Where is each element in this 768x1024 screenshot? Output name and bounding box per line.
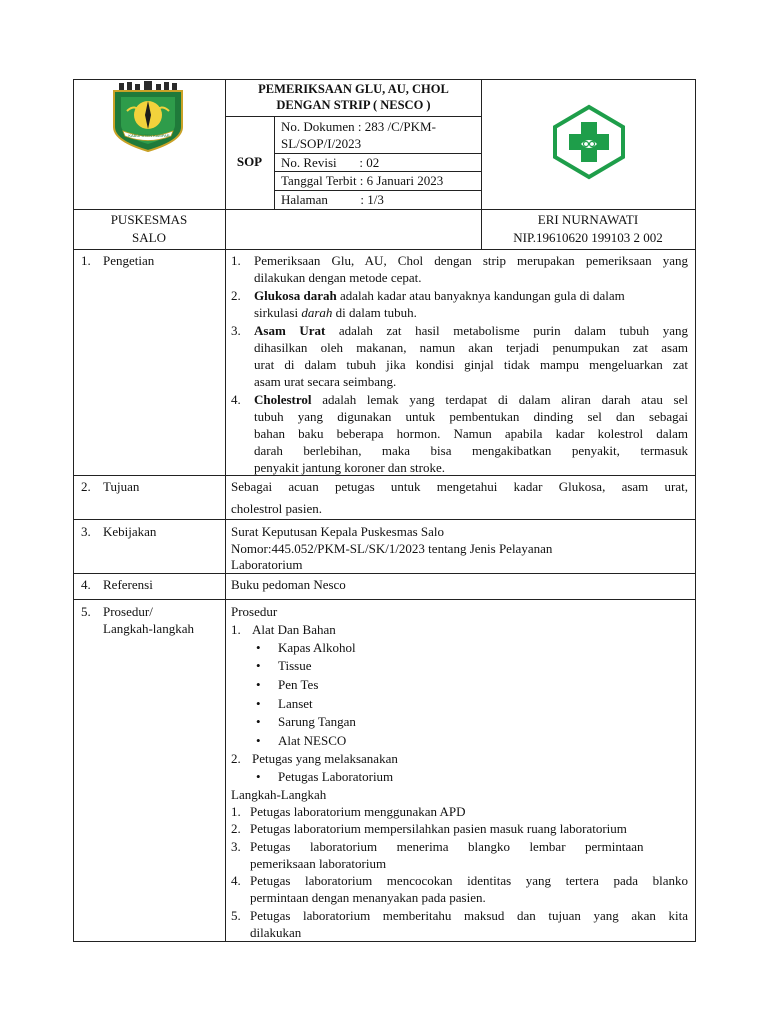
pengertian-item1-line: Pemeriksaan Glu, AU, Chol dengan strip merupakan pemeriksaan yang xyxy=(254,253,688,268)
step-line: Petugas laboratorium menerima blangko lembar permintaan xyxy=(250,839,644,854)
kebijakan-line: Nomor:445.052/PKM-SL/SK/1/2023 tentang Jenis Pelayanan xyxy=(231,541,553,556)
step-line: Petugas laboratorium mencocokan identitas yang tertera pada blanko xyxy=(250,873,688,888)
section-label-langkah: Langkah-langkah xyxy=(103,621,194,636)
pengertian-item1-line: dilakukan dengan metode cepat. xyxy=(254,270,422,285)
org-name-line1: PUSKESMAS xyxy=(110,212,188,227)
step-line: Petugas laboratorium menggunakan APD xyxy=(250,804,466,819)
pengertian-item-num: 1. xyxy=(231,253,241,268)
tujuan-line2: cholestrol pasien. xyxy=(231,501,322,516)
sop-label: SOP xyxy=(236,154,263,169)
pengertian-item3-line: dihasilkan oleh makanan, namun akan terjadi penumpukan zat asam xyxy=(254,340,688,355)
col-divider xyxy=(225,79,226,942)
rule-referensi xyxy=(73,599,696,600)
text-fragment: di dalam tubuh. xyxy=(332,305,417,320)
text-fragment: sirkulasi xyxy=(254,305,302,320)
section-label-kebijakan: Kebijakan xyxy=(103,524,157,539)
sop-title-line2: DENGAN STRIP ( NESCO ) xyxy=(276,98,431,112)
pengertian-item3-line: urat di dalam tubuh jika kondisi ginjal tidak mampu mengeluarkan zat xyxy=(254,357,688,372)
rule-tujuan xyxy=(73,519,696,520)
kebijakan-line: Surat Keputusan Kepala Puskesmas Salo xyxy=(231,524,445,539)
pengertian-item4-line: penyakit jantung koroner dan stroke. xyxy=(254,460,445,475)
section-label-referensi: Referensi xyxy=(103,577,153,592)
pengertian-item4-line: darah berlebihan, maka bisa mengakibatkan penyakit, termasuk xyxy=(254,443,688,458)
term-asam-urat: Asam Urat xyxy=(254,323,326,338)
section-num-kebijakan: 3. xyxy=(81,524,91,539)
border-right xyxy=(695,79,696,942)
referensi-text: Buku pedoman Nesco xyxy=(231,577,346,592)
tujuan-line1: Sebagai acuan petugas untuk mengetahui kadar Glukosa, asam urat, xyxy=(231,479,688,494)
org-name-line2: SALO xyxy=(132,230,166,245)
step-num: 4. xyxy=(231,873,241,888)
sop-divider xyxy=(274,116,275,210)
petugas-title: Petugas yang melaksanakan xyxy=(252,751,398,766)
pengertian-item3-line1 xyxy=(254,322,688,339)
step-num: 2. xyxy=(231,821,241,836)
term-cholestrol: Cholestrol xyxy=(254,392,312,407)
rule-org xyxy=(73,249,696,250)
pengertian-item-num: 4. xyxy=(231,392,241,407)
alat-num: 1. xyxy=(231,622,241,637)
alat-title: Alat Dan Bahan xyxy=(252,622,336,637)
alat-item: • Sarung Tangan xyxy=(278,713,356,730)
section-label-tujuan: Tujuan xyxy=(103,479,140,494)
pengertian-item-num: 2. xyxy=(231,288,241,303)
issue-date: Tanggal Terbit : 6 Januari 2023 xyxy=(281,173,444,188)
kampar-regency-logo xyxy=(109,81,187,153)
petugas-num: 2. xyxy=(231,751,241,766)
petugas-item: • Petugas Laboratorium xyxy=(278,768,393,785)
pengertian-item3-line: asam urat secara seimbang. xyxy=(254,374,397,389)
pengertian-item4-rest: adalah lemak yang terdapat di dalam aliran darah atau sel xyxy=(311,392,688,407)
sop-title-line1: PEMERIKSAAN GLU, AU, CHOL xyxy=(258,82,449,96)
step-line: Petugas laboratorium mempersilahkan pasien masuk ruang laboratorium xyxy=(250,821,627,836)
doc-number-line1: No. Dokumen : 283 /C/PKM- xyxy=(281,119,436,134)
border-top xyxy=(73,79,696,80)
border-bottom xyxy=(73,941,696,942)
sop-document xyxy=(73,79,696,942)
step-line: dilakukan xyxy=(250,925,302,940)
section-num-pengertian: 1. xyxy=(81,253,91,268)
border-left xyxy=(73,79,74,942)
section-num-referensi: 4. xyxy=(81,577,91,592)
step-line: Petugas laboratorium memberitahu maksud dan tujuan yang akan kita xyxy=(250,908,688,923)
pengertian-item4-line: bahan baku beberapa hormon. Namun apabila kadar kolestrol dalam xyxy=(254,426,688,441)
section-num-tujuan: 2. xyxy=(81,479,91,494)
signer-nip: NIP.19610620 199103 2 002 xyxy=(513,230,663,245)
pengertian-item3-rest: adalah zat hasil metabolisme purin dalam tubuh yang xyxy=(325,323,688,338)
doc-number-line2: SL/SOP/I/2023 xyxy=(281,136,362,151)
alat-item: • Alat NESCO xyxy=(278,732,346,749)
italic-darah: darah xyxy=(301,305,333,320)
step-line: permintaan dengan menanyakan pada pasien. xyxy=(250,890,486,905)
page-number: Halaman : 1/3 xyxy=(281,192,384,207)
revision-number: No. Revisi : 02 xyxy=(281,155,380,170)
rule-header xyxy=(73,209,696,210)
pengertian-item4-line: tubuh yang digunakan untuk pembentukan dinding sel dan sebagai xyxy=(254,409,688,424)
section-label-prosedur: Prosedur/ xyxy=(103,604,153,619)
rule-kebijakan xyxy=(73,573,696,574)
signer-name: ERI NURNAWATI xyxy=(537,212,639,227)
kebijakan-line: Laboratorium xyxy=(231,557,303,572)
pengertian-item-num: 3. xyxy=(231,323,241,338)
pengertian-item2-rest: adalah kadar atau banyaknya kandungan gula di dalam xyxy=(336,288,625,303)
pengertian-item2-line2 xyxy=(254,304,417,321)
alat-item: • Lanset xyxy=(278,695,313,712)
term-glukosa: Glukosa darah xyxy=(254,288,337,303)
pengertian-item2-line1 xyxy=(254,287,688,304)
section-label-pengertian: Pengetian xyxy=(103,253,155,268)
step-num: 5. xyxy=(231,908,241,923)
pengertian-item4-line1 xyxy=(254,391,688,408)
puskesmas-logo xyxy=(551,104,627,180)
langkah-heading: Langkah-Langkah xyxy=(231,787,327,802)
section-num-prosedur: 5. xyxy=(81,604,91,619)
logo-banner-text: KABUPATEN KAMPAR xyxy=(128,133,170,138)
step-num: 3. xyxy=(231,839,241,854)
rule-title xyxy=(225,116,482,117)
alat-item: • Pen Tes xyxy=(278,676,318,693)
step-line: pemeriksaan laboratorium xyxy=(250,856,387,871)
prosedur-heading: Prosedur xyxy=(231,604,278,619)
alat-item: • Tissue xyxy=(278,657,311,674)
step-num: 1. xyxy=(231,804,241,819)
alat-item: • Kapas Alkohol xyxy=(278,639,356,656)
